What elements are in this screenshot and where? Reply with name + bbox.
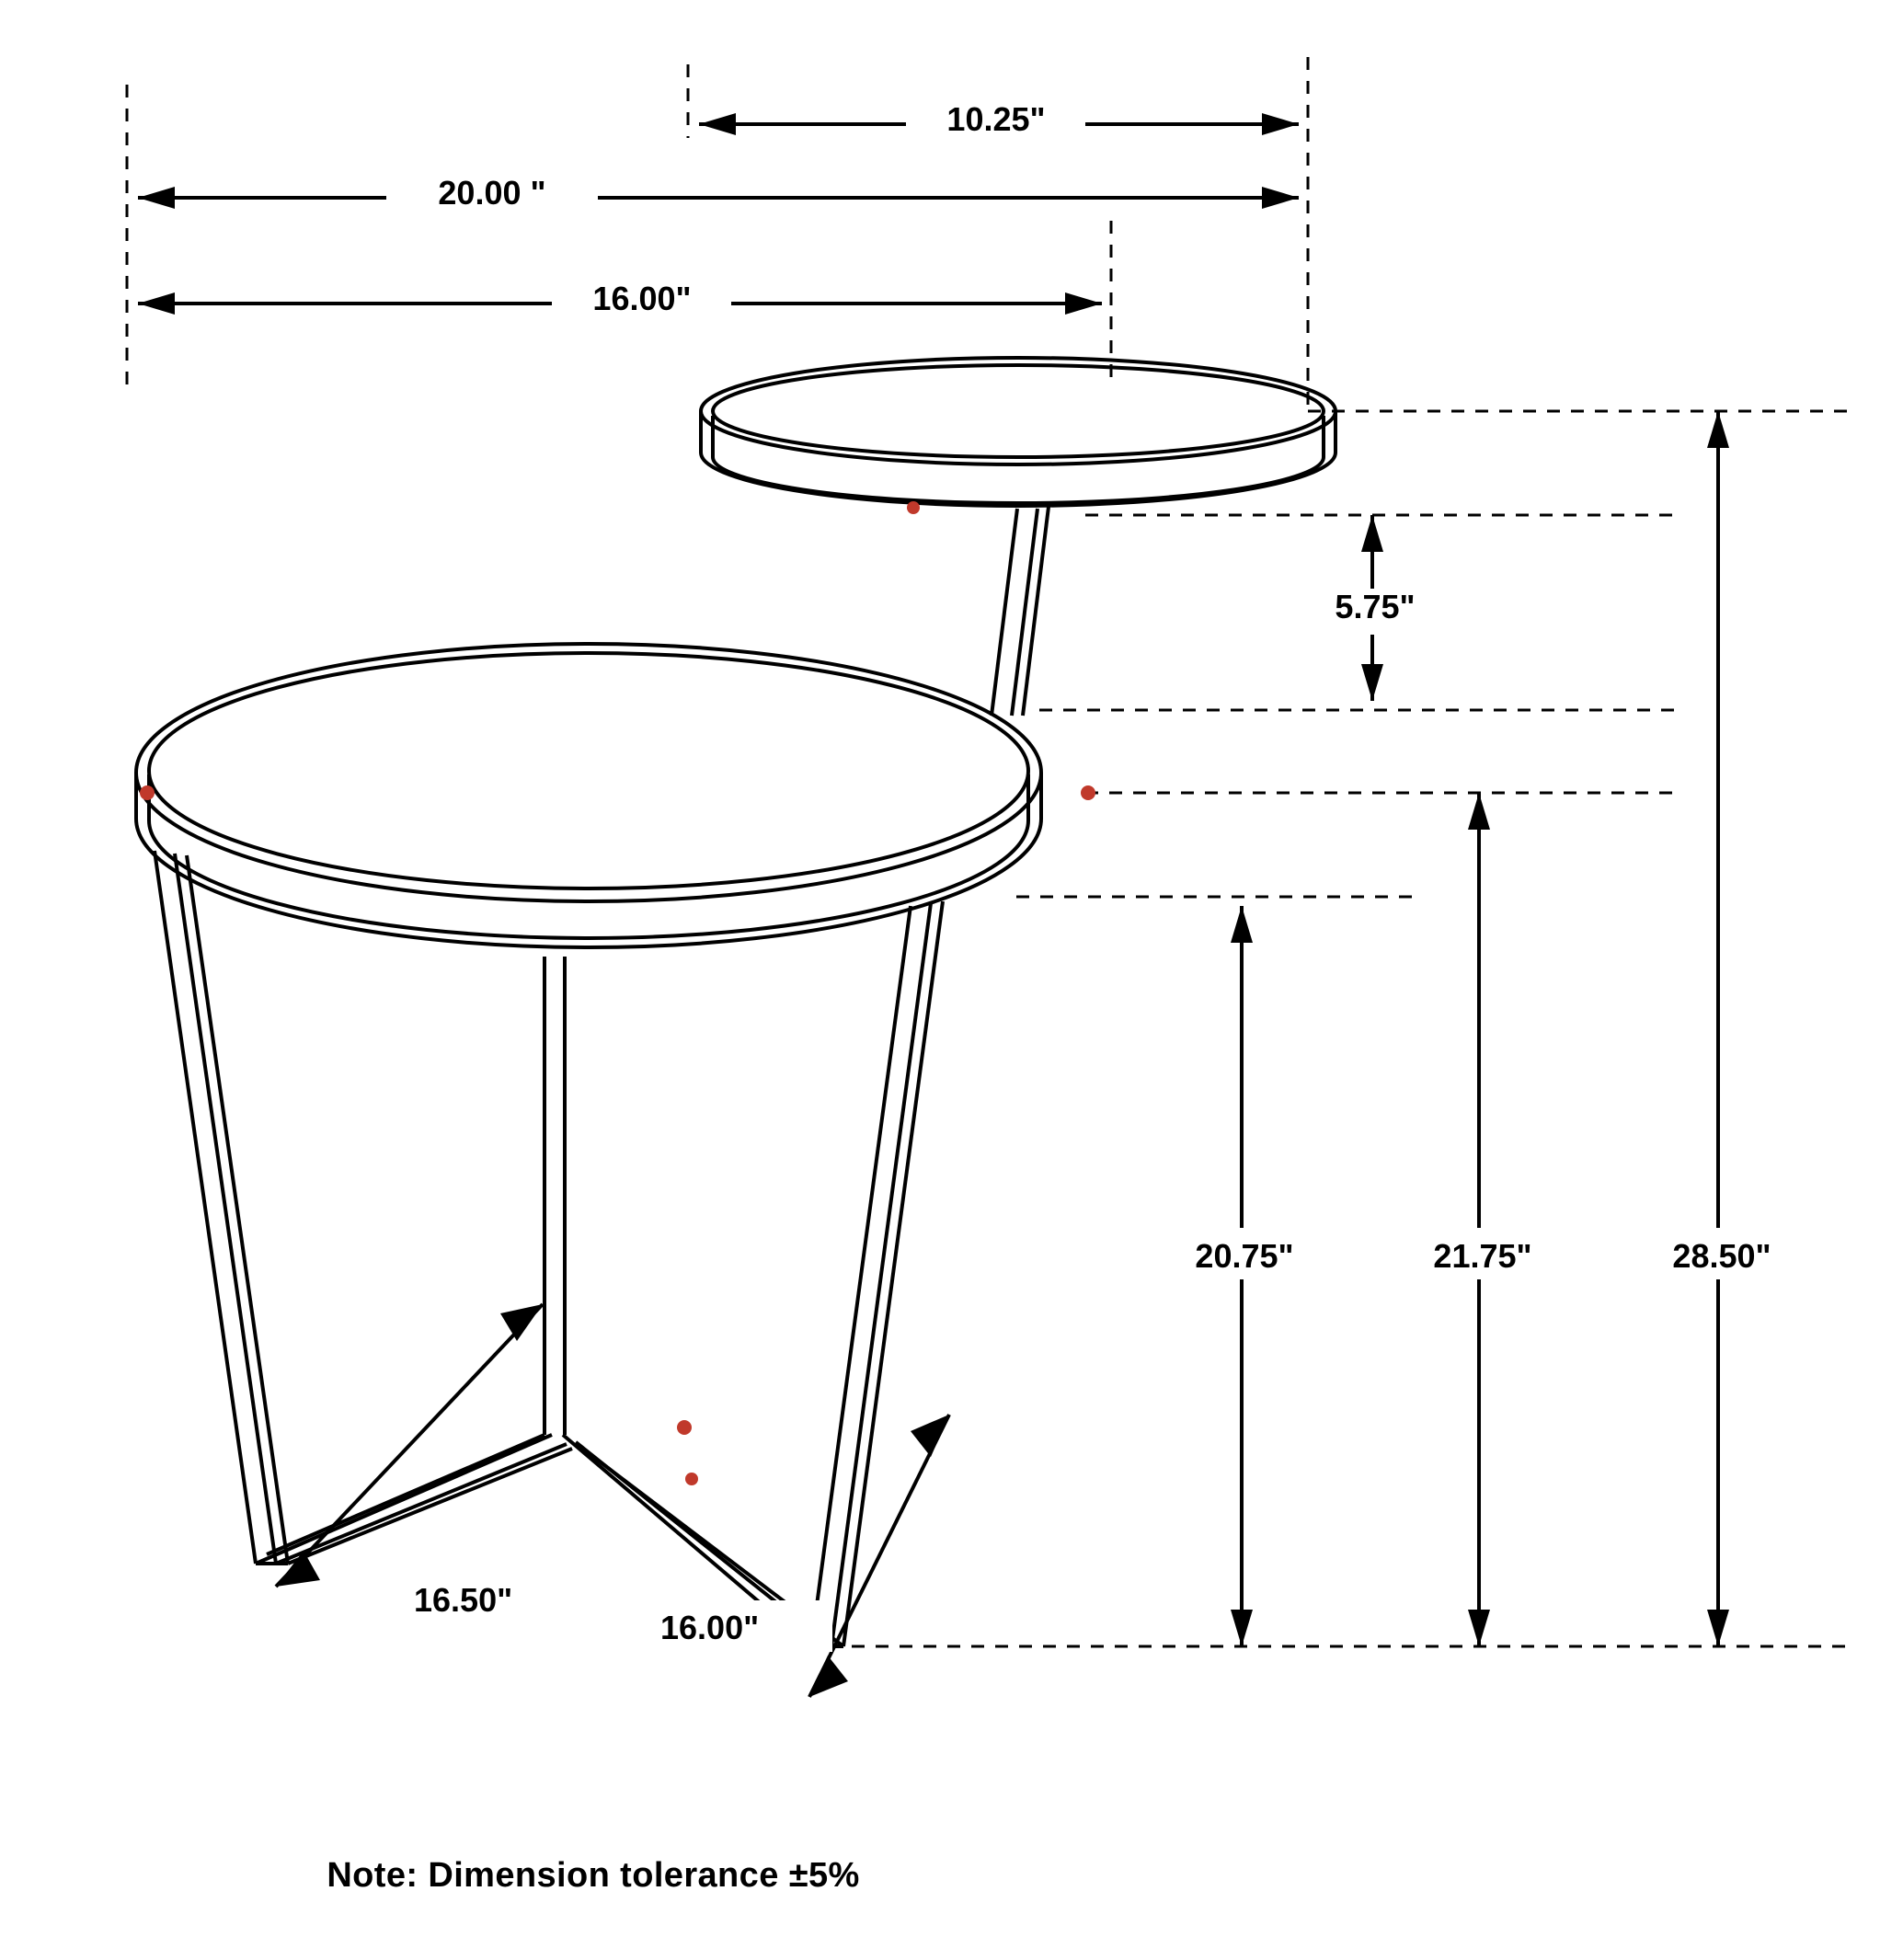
upper-shelf-top <box>701 358 1336 506</box>
upper-shelf-support-post <box>992 507 1049 716</box>
dimension-overall-width <box>138 174 1299 221</box>
dimension-table-surface-height <box>1391 793 1575 1646</box>
dimension-top-shelf-diameter <box>138 280 1102 327</box>
dimension-label-table-surface-height: 21.75" <box>1433 1237 1532 1275</box>
joint-marker-base-center <box>677 1420 692 1435</box>
dimension-shelf-gap-height <box>1288 515 1462 701</box>
dimension-table-top-height <box>1154 906 1338 1646</box>
dimension-label-base-width: 16.00" <box>660 1609 760 1646</box>
dimension-base-depth <box>276 1304 543 1624</box>
dimension-label-top-shelf-diameter: 16.00" <box>592 280 692 317</box>
main-table-top <box>136 644 1041 947</box>
dimension-label-overall-height: 28.50" <box>1672 1237 1771 1275</box>
table-base-frame <box>155 851 943 1646</box>
dimension-top-shelf-offset <box>699 100 1299 147</box>
extension-lines <box>127 57 1849 1646</box>
joint-marker-base-lower <box>685 1473 698 1485</box>
dimension-overall-height <box>1628 411 1817 1646</box>
tolerance-note: Note: Dimension tolerance ±5% <box>327 1856 860 1895</box>
dimension-label-shelf-gap-height: 5.75" <box>1335 588 1416 625</box>
joint-marker-top-right <box>1081 785 1095 800</box>
dimension-label-table-top-height: 20.75" <box>1195 1237 1294 1275</box>
joint-marker-top-left <box>140 785 155 800</box>
dimension-label-overall-width: 20.00 " <box>438 174 546 212</box>
dimension-base-width <box>648 1415 949 1697</box>
dimension-label-base-depth: 16.50" <box>414 1581 513 1619</box>
joint-marker-upper-shelf <box>907 501 920 514</box>
dimension-label-top-shelf-offset: 10.25" <box>946 100 1046 138</box>
